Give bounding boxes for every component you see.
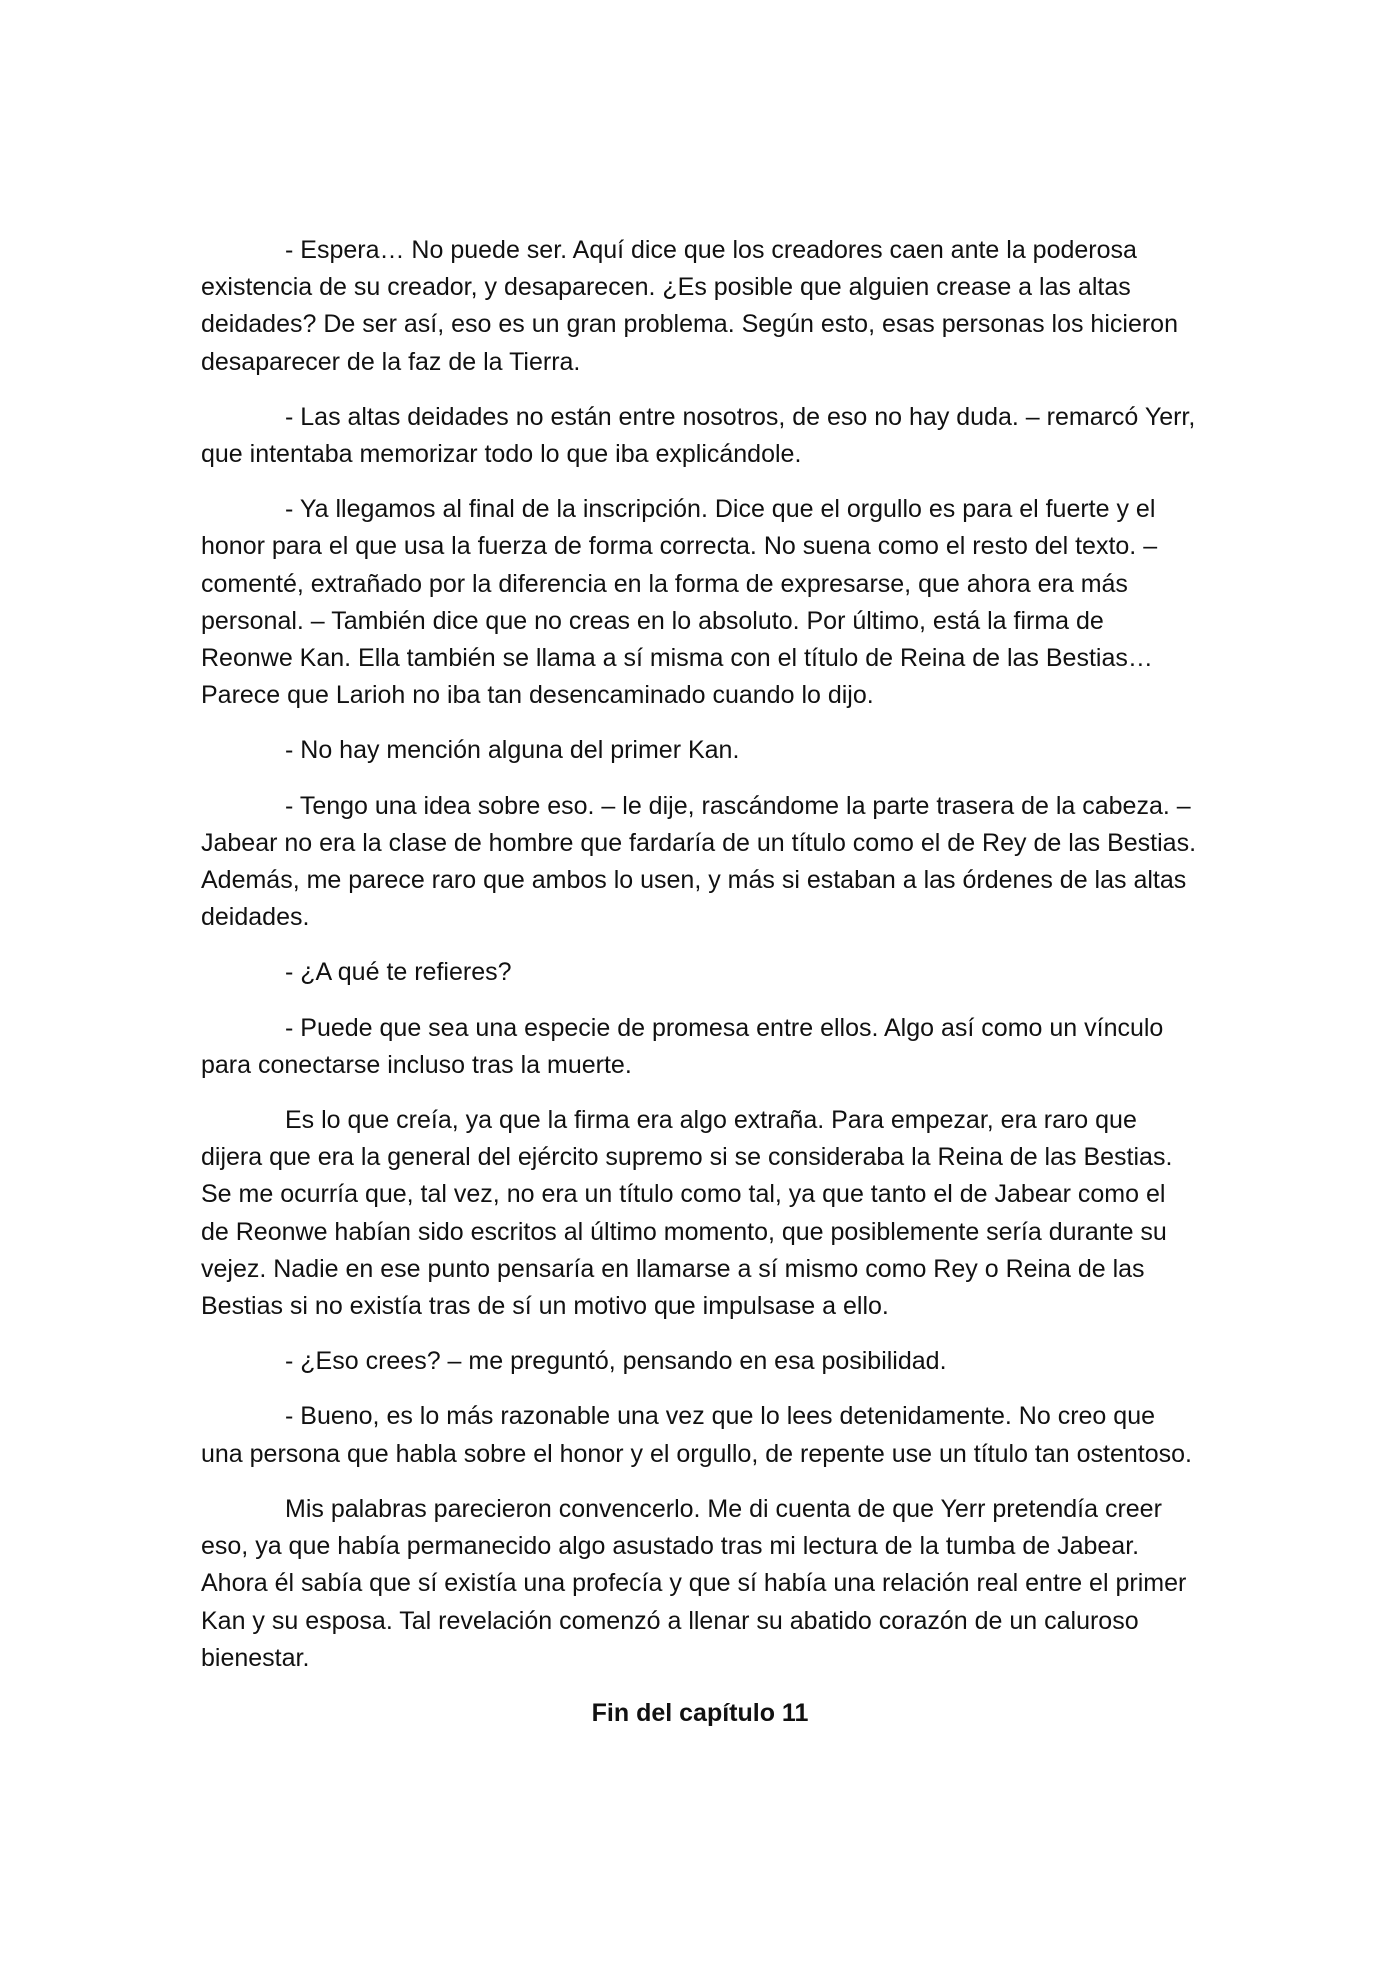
- paragraph: - No hay mención alguna del primer Kan.: [285, 736, 740, 765]
- paragraph: - Las altas deidades no están entre nosotros, de eso no hay duda. – remarcó Yerr, que intentaba memorizar todo lo que iba explicándole.: [201, 402, 1196, 469]
- paragraph: - Tengo una idea sobre eso. – le dije, rascándome la parte trasera de la cabeza. – Jabear no era la clase de hombre que fardaría de un título como el de Rey de las Bestias. Además, me parece raro que ambos lo usen, y más si estaban a las órdenes de las altas deidades.: [201, 791, 1197, 932]
- paragraph: Es lo que creía, ya que la firma era algo extraña. Para empezar, era raro que dijera que era la general del ejército supremo si se consideraba la Reina de las Bestias. Se me ocurría que, tal vez, no era un título como tal, ya que tanto el de Jabear como el de Reonwe habían sido escritos al último momento, que posiblemente sería durante su vejez. Nadie en ese punto pensaría en llamarse a sí mismo como Rey o Reina de las Bestias si no existía tras de sí un motivo que impulsase a ello.: [201, 1106, 1173, 1321]
- document-body: [201, 232, 1199, 1732]
- paragraph: - ¿A qué te refieres?: [285, 958, 512, 987]
- chapter-end-heading: Fin del capítulo 11: [591, 1698, 809, 1727]
- paragraph: Mis palabras parecieron convencerlo. Me di cuenta de que Yerr pretendía creer eso, ya que había permanecido algo asustado tras mi lectura de la tumba de Jabear. Ahora él sabía que sí existía una profecía y que sí había una relación real entre el primer Kan y su esposa. Tal revelación comenzó a llenar su abatido corazón de un caluroso bienestar.: [201, 1494, 1187, 1672]
- paragraph: - ¿Eso crees? – me preguntó, pensando en esa posibilidad.: [285, 1347, 947, 1376]
- paragraph: - Espera… No puede ser. Aquí dice que los creadores caen ante la poderosa existencia de su creador, y desaparecen. ¿Es posible que alguien crease a las altas deidades? De ser así, eso es un gran problema. Según esto, esas personas los hicieron desaparecer de la faz de la Tierra.: [201, 236, 1178, 376]
- paragraph: - Bueno, es lo más razonable una vez que lo lees detenidamente. No creo que una persona que habla sobre el honor y el orgullo, de repente use un título tan ostentoso.: [201, 1402, 1192, 1468]
- paragraph: - Ya llegamos al final de la inscripción. Dice que el orgullo es para el fuerte y el honor para el que usa la fuerza de forma correcta. No suena como el resto del texto. – comenté, extrañado por la diferencia en la forma de expresarse, que ahora era más personal. – También dice que no creas en lo absoluto. Por último, está la firma de Reonwe Kan. Ella también se llama a sí misma con el título de Reina de las Bestias… Parece que Larioh no iba tan desencaminado cuando lo dijo.: [201, 495, 1158, 710]
- paragraph: - Puede que sea una especie de promesa entre ellos. Algo así como un vínculo para conectarse incluso tras la muerte.: [201, 1013, 1164, 1079]
